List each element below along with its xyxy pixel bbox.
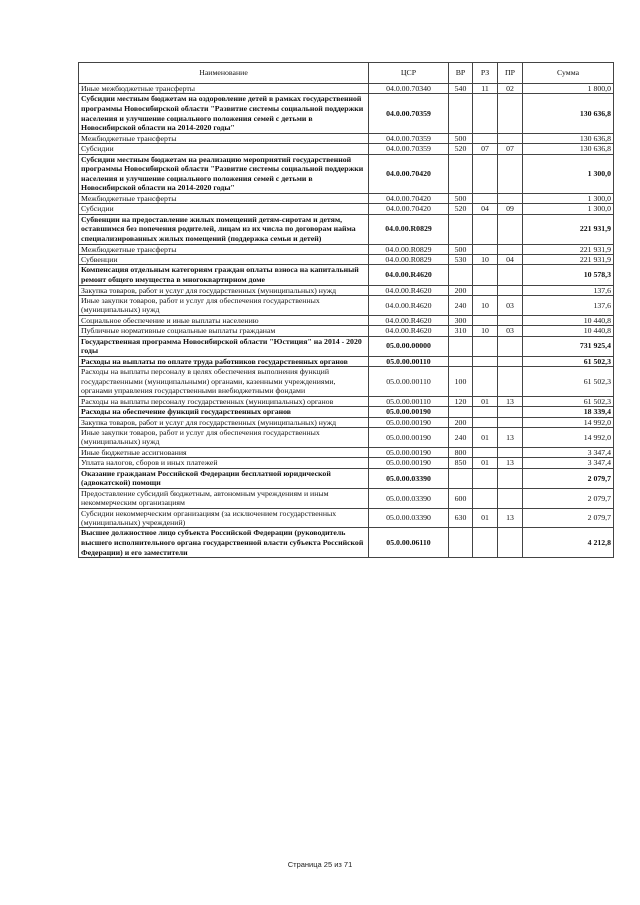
row-pr-cell: 13 [498, 396, 523, 406]
row-rz-cell [473, 133, 498, 143]
row-pr-cell: 03 [498, 326, 523, 336]
row-vr-cell: 500 [449, 244, 473, 254]
row-name-cell: Иные бюджетные ассигнования [79, 447, 369, 457]
row-vr-cell: 200 [449, 285, 473, 295]
row-sum-cell: 4 212,8 [523, 528, 614, 558]
table-row [79, 254, 614, 264]
row-csr-cell: 05.0.00.03390 [369, 488, 449, 508]
row-sum-cell: 61 502,3 [523, 367, 614, 396]
row-sum-cell: 10 578,3 [523, 265, 614, 285]
row-csr-cell: 04.0.00.R4620 [369, 285, 449, 295]
row-name-cell: Государственная программа Новосибирской области "Юстиция" на 2014 - 2020 годы [79, 336, 369, 356]
row-vr-cell [449, 214, 473, 244]
row-sum-cell: 1 300,0 [523, 193, 614, 203]
row-sum-cell: 18 339,4 [523, 407, 614, 418]
row-sum-cell: 14 992,0 [523, 428, 614, 448]
header-pr: ПР [498, 63, 523, 84]
table-row [79, 428, 614, 448]
row-pr-cell [498, 244, 523, 254]
row-pr-cell [498, 265, 523, 285]
row-sum-cell: 221 931,9 [523, 244, 614, 254]
table-header-row [79, 63, 614, 84]
row-rz-cell [473, 193, 498, 203]
row-vr-cell: 200 [449, 417, 473, 427]
row-csr-cell: 05.0.00.00190 [369, 458, 449, 468]
row-vr-cell [449, 468, 473, 488]
row-csr-cell: 04.0.00.R0829 [369, 254, 449, 264]
row-pr-cell: 03 [498, 295, 523, 315]
row-rz-cell [473, 315, 498, 325]
table-row [79, 336, 614, 356]
row-name-cell: Субвенции [79, 254, 369, 264]
row-sum-cell: 1 800,0 [523, 84, 614, 94]
table-row [79, 133, 614, 143]
row-rz-cell [473, 468, 498, 488]
row-vr-cell: 240 [449, 295, 473, 315]
row-sum-cell: 731 925,4 [523, 336, 614, 356]
row-pr-cell [498, 193, 523, 203]
row-name-cell: Субсидии местным бюджетам на реализацию мероприятий государственной программы Новосибирской области "Развитие системы социальной поддержки населения и улучшение социального положения семей с детьми в Новосибирской области на 2014-2020 годы" [79, 154, 369, 193]
row-csr-cell: 04.0.00.70420 [369, 154, 449, 193]
row-pr-cell: 13 [498, 508, 523, 528]
row-name-cell: Расходы на обеспечение функций государственных органов [79, 407, 369, 418]
row-csr-cell: 05.0.00.03390 [369, 468, 449, 488]
row-vr-cell: 500 [449, 193, 473, 203]
table-body [79, 84, 614, 558]
table-row [79, 508, 614, 528]
row-sum-cell: 221 931,9 [523, 254, 614, 264]
row-name-cell: Субсидии [79, 144, 369, 154]
table-row [79, 214, 614, 244]
table-row [79, 244, 614, 254]
row-csr-cell: 05.0.00.00000 [369, 336, 449, 356]
row-pr-cell [498, 417, 523, 427]
row-rz-cell: 01 [473, 458, 498, 468]
row-csr-cell: 05.0.00.00110 [369, 367, 449, 396]
row-name-cell: Расходы на выплаты по оплате труда работников государственных органов [79, 356, 369, 367]
row-vr-cell [449, 356, 473, 367]
row-name-cell: Социальное обеспечение и иные выплаты населению [79, 315, 369, 325]
row-name-cell: Иные закупки товаров, работ и услуг для обеспечения государственных (муниципальных) нужд [79, 428, 369, 448]
row-rz-cell: 10 [473, 254, 498, 264]
row-pr-cell: 13 [498, 428, 523, 448]
row-vr-cell [449, 94, 473, 133]
row-sum-cell: 1 300,0 [523, 204, 614, 214]
row-sum-cell: 10 440,8 [523, 326, 614, 336]
row-csr-cell: 05.0.00.00190 [369, 407, 449, 418]
row-csr-cell: 05.0.00.06110 [369, 528, 449, 558]
row-pr-cell [498, 367, 523, 396]
row-csr-cell: 05.0.00.00110 [369, 396, 449, 406]
row-sum-cell: 2 079,7 [523, 488, 614, 508]
row-name-cell: Предоставление субсидий бюджетным, автономным учреждениям и иным некоммерческим организациям [79, 488, 369, 508]
row-csr-cell: 05.0.00.00190 [369, 428, 449, 448]
row-name-cell: Публичные нормативные социальные выплаты гражданам [79, 326, 369, 336]
row-rz-cell [473, 265, 498, 285]
row-name-cell: Закупка товаров, работ и услуг для государственных (муниципальных) нужд [79, 285, 369, 295]
budget-table-container [78, 62, 613, 558]
row-vr-cell: 850 [449, 458, 473, 468]
table-row [79, 468, 614, 488]
row-sum-cell: 137,6 [523, 295, 614, 315]
row-sum-cell: 14 992,0 [523, 417, 614, 427]
row-name-cell: Субсидии некоммерческим организациям (за исключением государственных (муниципальных) учреждений) [79, 508, 369, 528]
row-sum-cell: 130 636,8 [523, 94, 614, 133]
row-csr-cell: 04.0.00.R0829 [369, 214, 449, 244]
table-row [79, 315, 614, 325]
table-row [79, 285, 614, 295]
row-vr-cell [449, 154, 473, 193]
row-name-cell: Субсидии [79, 204, 369, 214]
table-row [79, 367, 614, 396]
row-pr-cell: 13 [498, 458, 523, 468]
row-name-cell: Межбюджетные трансферты [79, 193, 369, 203]
row-vr-cell: 300 [449, 315, 473, 325]
table-row [79, 326, 614, 336]
row-name-cell: Субсидии местным бюджетам на оздоровление детей в рамках государственной программы Новосибирской области "Развитие системы социальной поддержки населения и улучшение социального положения семей с детьми в Новосибирской области на 2014-2020 годы" [79, 94, 369, 133]
row-vr-cell [449, 407, 473, 418]
table-row [79, 447, 614, 457]
row-pr-cell [498, 214, 523, 244]
row-sum-cell: 130 636,8 [523, 144, 614, 154]
table-row [79, 356, 614, 367]
row-rz-cell [473, 214, 498, 244]
row-pr-cell: 09 [498, 204, 523, 214]
row-pr-cell: 04 [498, 254, 523, 264]
table-row [79, 528, 614, 558]
table-row [79, 84, 614, 94]
row-name-cell: Иные закупки товаров, работ и услуг для обеспечения государственных (муниципальных) нужд [79, 295, 369, 315]
row-vr-cell: 100 [449, 367, 473, 396]
row-sum-cell: 10 440,8 [523, 315, 614, 325]
row-rz-cell [473, 94, 498, 133]
row-csr-cell: 04.0.00.70359 [369, 133, 449, 143]
row-rz-cell [473, 528, 498, 558]
table-row [79, 144, 614, 154]
row-pr-cell: 07 [498, 144, 523, 154]
row-rz-cell: 01 [473, 508, 498, 528]
row-rz-cell [473, 244, 498, 254]
row-vr-cell: 240 [449, 428, 473, 448]
row-name-cell: Межбюджетные трансферты [79, 244, 369, 254]
row-csr-cell: 04.0.00.70340 [369, 84, 449, 94]
row-rz-cell: 07 [473, 144, 498, 154]
row-sum-cell: 2 079,7 [523, 468, 614, 488]
row-rz-cell [473, 488, 498, 508]
row-vr-cell: 600 [449, 488, 473, 508]
row-csr-cell: 04.0.00.R4620 [369, 295, 449, 315]
row-csr-cell: 05.0.00.00190 [369, 447, 449, 457]
row-rz-cell [473, 336, 498, 356]
row-vr-cell: 500 [449, 133, 473, 143]
row-rz-cell [473, 407, 498, 418]
row-name-cell: Расходы на выплаты персоналу в целях обеспечения выполнения функций государственными (муниципальными) органами, казенными учреждениями, органами управления государственными внебюджетными фондами [79, 367, 369, 396]
row-pr-cell [498, 336, 523, 356]
row-name-cell: Иные межбюджетные трансферты [79, 84, 369, 94]
row-sum-cell: 2 079,7 [523, 508, 614, 528]
row-pr-cell [498, 407, 523, 418]
row-rz-cell [473, 356, 498, 367]
row-pr-cell [498, 488, 523, 508]
table-row [79, 204, 614, 214]
row-name-cell: Закупка товаров, работ и услуг для государственных (муниципальных) нужд [79, 417, 369, 427]
row-rz-cell [473, 367, 498, 396]
header-sum: Сумма [523, 63, 614, 84]
row-rz-cell: 01 [473, 428, 498, 448]
row-name-cell: Расходы на выплаты персоналу государственных (муниципальных) органов [79, 396, 369, 406]
header-rz: РЗ [473, 63, 498, 84]
row-vr-cell: 530 [449, 254, 473, 264]
row-rz-cell: 01 [473, 396, 498, 406]
row-vr-cell: 800 [449, 447, 473, 457]
row-pr-cell [498, 447, 523, 457]
row-name-cell: Высшее должностное лицо субъекта Российской Федерации (руководитель высшего исполнительного органа государственной власти субъекта Российской Федерации) и его заместители [79, 528, 369, 558]
row-rz-cell [473, 447, 498, 457]
row-csr-cell: 04.0.00.70359 [369, 94, 449, 133]
row-sum-cell: 130 636,8 [523, 133, 614, 143]
row-rz-cell: 10 [473, 295, 498, 315]
row-vr-cell: 520 [449, 204, 473, 214]
row-csr-cell: 04.0.00.R4620 [369, 315, 449, 325]
row-rz-cell: 10 [473, 326, 498, 336]
row-csr-cell: 05.0.00.00190 [369, 417, 449, 427]
row-rz-cell [473, 154, 498, 193]
row-csr-cell: 04.0.00.70420 [369, 204, 449, 214]
row-csr-cell: 04.0.00.70420 [369, 193, 449, 203]
row-vr-cell: 310 [449, 326, 473, 336]
row-vr-cell: 540 [449, 84, 473, 94]
row-sum-cell: 3 347,4 [523, 447, 614, 457]
row-csr-cell: 05.0.00.03390 [369, 508, 449, 528]
row-pr-cell [498, 528, 523, 558]
row-sum-cell: 221 931,9 [523, 214, 614, 244]
table-row [79, 154, 614, 193]
row-sum-cell: 1 300,0 [523, 154, 614, 193]
row-csr-cell: 04.0.00.R0829 [369, 244, 449, 254]
row-name-cell: Уплата налогов, сборов и иных платежей [79, 458, 369, 468]
row-name-cell: Межбюджетные трансферты [79, 133, 369, 143]
row-vr-cell [449, 265, 473, 285]
row-pr-cell [498, 285, 523, 295]
row-pr-cell [498, 468, 523, 488]
table-row [79, 193, 614, 203]
table-row [79, 417, 614, 427]
row-vr-cell [449, 528, 473, 558]
row-pr-cell: 02 [498, 84, 523, 94]
page-number: Страница 25 из 71 [287, 860, 353, 869]
row-sum-cell: 137,6 [523, 285, 614, 295]
budget-table [78, 62, 614, 558]
table-row [79, 265, 614, 285]
row-csr-cell: 05.0.00.00110 [369, 356, 449, 367]
row-name-cell: Компенсация отдельным категориям граждан оплаты взноса на капитальный ремонт общего имущества в многоквартирном доме [79, 265, 369, 285]
table-row [79, 458, 614, 468]
row-csr-cell: 04.0.00.70359 [369, 144, 449, 154]
row-rz-cell [473, 417, 498, 427]
row-sum-cell: 61 502,3 [523, 396, 614, 406]
row-pr-cell [498, 133, 523, 143]
row-sum-cell: 61 502,3 [523, 356, 614, 367]
row-name-cell: Субвенции на предоставление жилых помещений детям-сиротам и детям, оставшимся без попечения родителей, лицам из их числа по договорам найма специализированных жилых помещений (поддержка семьи и детей) [79, 214, 369, 244]
row-pr-cell [498, 356, 523, 367]
row-csr-cell: 04.0.00.R4620 [369, 265, 449, 285]
header-vr: ВР [449, 63, 473, 84]
header-csr: ЦСР [369, 63, 449, 84]
row-rz-cell: 11 [473, 84, 498, 94]
row-rz-cell [473, 285, 498, 295]
row-name-cell: Оказание гражданам Российской Федерации бесплатной юридической (адвокатской) помощи [79, 468, 369, 488]
table-row [79, 396, 614, 406]
row-vr-cell: 520 [449, 144, 473, 154]
table-row [79, 407, 614, 418]
row-sum-cell: 3 347,4 [523, 458, 614, 468]
row-vr-cell: 120 [449, 396, 473, 406]
header-name: Наименование [79, 63, 369, 84]
row-pr-cell [498, 154, 523, 193]
table-row [79, 488, 614, 508]
table-row [79, 295, 614, 315]
row-vr-cell: 630 [449, 508, 473, 528]
table-row [79, 94, 614, 133]
row-pr-cell [498, 94, 523, 133]
row-csr-cell: 04.0.00.R4620 [369, 326, 449, 336]
row-pr-cell [498, 315, 523, 325]
row-vr-cell [449, 336, 473, 356]
row-rz-cell: 04 [473, 204, 498, 214]
